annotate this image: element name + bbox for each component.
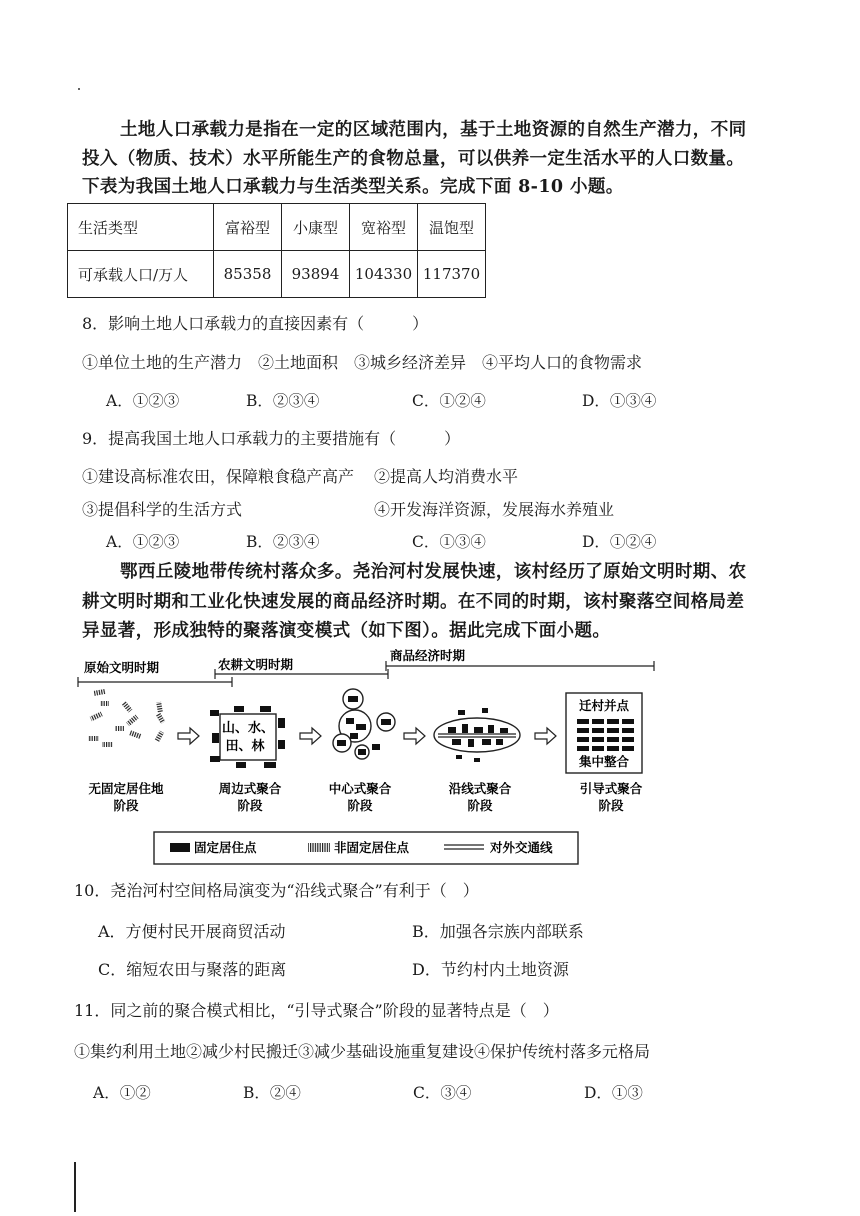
q8-stem: 8．影响土地人口承载力的直接因素有（ ） [82, 314, 429, 333]
q9-stem: 9．提高我国土地人口承载力的主要措施有（ ） [82, 429, 461, 448]
q10-option-b[interactable]: B．加强各宗族内部联系 [412, 922, 584, 941]
land-resources-label: 田、林 [225, 739, 265, 754]
stray-dot [78, 88, 80, 90]
q11-option-c[interactable]: C．③④ [413, 1084, 472, 1102]
legend-label: 非固定居住点 [334, 840, 410, 855]
table-row-label: 可承载人口/万人 [68, 251, 214, 298]
q10-option-a[interactable]: A．方便村民开展商贸活动 [98, 922, 286, 941]
stage-arrow [178, 728, 199, 744]
stage-labels [88, 781, 642, 813]
q8-option-b[interactable]: B．②③④ [246, 392, 320, 410]
q10-option-c[interactable]: C．缩短农田与聚落的距离 [98, 960, 287, 979]
relocate-villages-label: 迁村并点 [578, 698, 630, 713]
legend [154, 832, 578, 864]
stage-label: 沿线式聚合 [448, 781, 512, 796]
concentrate-label: 集中整合 [578, 754, 630, 769]
table-cell: 104330 [350, 251, 418, 298]
q9-option-a[interactable]: A．①②③ [106, 533, 180, 551]
q8-option-d[interactable]: D．①③④ [582, 392, 657, 410]
stage-label: 中心式聚合 [328, 781, 392, 796]
q10-option-d[interactable]: D．节约村内土地资源 [412, 960, 569, 979]
q8-choices: ①单位土地的生产潜力 ②土地面积 ③城乡经济差异 ④平均人口的食物需求 [82, 353, 643, 372]
table-header-label: 生活类型 [68, 204, 214, 251]
stage-3-central [333, 689, 395, 759]
q9-option-c[interactable]: C．①③④ [412, 533, 486, 551]
intro1-line-1: 土地人口承载力是指在一定的区域范围内，基于土地资源的自然生产潜力，不同 [120, 120, 747, 140]
q10-stem: 10．尧治河村空间格局演变为“沿线式聚合”有利于（ ） [74, 881, 479, 900]
stage-5-guided [566, 693, 642, 773]
intro2-line-1: 鄂西丘陵地带传统村落众多。尧治河村发展快速，该村经历了原始文明时期、农 [120, 562, 747, 582]
q9-option-d[interactable]: D．①②④ [582, 533, 657, 551]
q11-option-b[interactable]: B．②④ [243, 1084, 301, 1102]
stage-label: 无固定居住地 [88, 781, 164, 796]
q11-stem: 11．同之前的聚合模式相比，“引导式聚合”阶段的显著特点是（ ） [74, 1001, 559, 1020]
q9-option-b[interactable]: B．②③④ [246, 533, 320, 551]
stage-label: 阶段 [113, 798, 139, 813]
q9-choice-4: ④开发海洋资源，发展海水养殖业 [374, 500, 615, 519]
intro2-line-2: 耕文明时期和工业化快速发展的商品经济时期。在不同的时期，该村聚落空间格局差 [82, 592, 745, 612]
period-label: 商品经济时期 [390, 648, 466, 663]
settlement-evolution-diagram [70, 648, 670, 870]
land-resources-label: 山、水、 [221, 721, 275, 736]
stage-label: 阶段 [598, 798, 624, 813]
legend-label: 对外交通线 [490, 840, 553, 855]
table-cell: 93894 [282, 251, 350, 298]
table-col-header: 小康型 [282, 204, 350, 251]
period-label: 农耕文明时期 [218, 657, 294, 672]
stage-label: 阶段 [237, 798, 263, 813]
intro1-line-2: 投入（物质、技术）水平所能生产的食物总量，可以供养一定生活水平的人口数量。 [82, 149, 745, 169]
q8-option-a[interactable]: A．①②③ [106, 392, 180, 410]
q8-option-c[interactable]: C．①②④ [412, 392, 486, 410]
q9-choice-1: ①建设高标准农田，保障粮食稳产高产 [82, 467, 355, 486]
q11-option-d[interactable]: D．①③ [584, 1084, 643, 1102]
stage-label: 阶段 [467, 798, 493, 813]
table-col-header: 宽裕型 [350, 204, 418, 251]
intro1-line-3: 下表为我国土地人口承载力与生活类型关系。完成下面 8-10 小题。 [82, 177, 624, 197]
stage-label: 周边式聚合 [218, 781, 282, 796]
table-cell: 117370 [418, 251, 486, 298]
legend-label: 固定居住点 [194, 840, 257, 855]
legend-fixed-swatch [170, 843, 190, 852]
period-timeline [78, 648, 654, 687]
stage-4-linear [434, 708, 520, 762]
period-label: 原始文明时期 [84, 660, 160, 675]
q9-choice-3: ③提倡科学的生活方式 [82, 500, 243, 519]
q9-choice-2: ②提高人均消费水平 [374, 467, 519, 486]
margin-line [74, 1162, 76, 1212]
carrying-capacity-table [67, 203, 486, 298]
stage-arrow [535, 728, 556, 744]
q11-option-a[interactable]: A．①② [93, 1084, 151, 1102]
table-col-header: 温饱型 [418, 204, 486, 251]
stage-arrow [300, 728, 321, 744]
table-col-header: 富裕型 [214, 204, 282, 251]
stage-2-peripheral [210, 706, 285, 768]
stage-label: 阶段 [347, 798, 373, 813]
q11-choices: ①集约利用土地②减少村民搬迁③减少基础设施重复建设④保护传统村落多元格局 [74, 1042, 651, 1061]
stage-1-scattered-dwellings [88, 689, 165, 747]
intro2-line-3: 异显著，形成独特的聚落演变模式（如下图）。据此完成下面小题。 [82, 621, 611, 641]
legend-nonfixed-swatch [308, 843, 330, 852]
table-cell: 85358 [214, 251, 282, 298]
stage-arrow [404, 728, 425, 744]
stage-label: 引导式聚合 [579, 781, 643, 796]
